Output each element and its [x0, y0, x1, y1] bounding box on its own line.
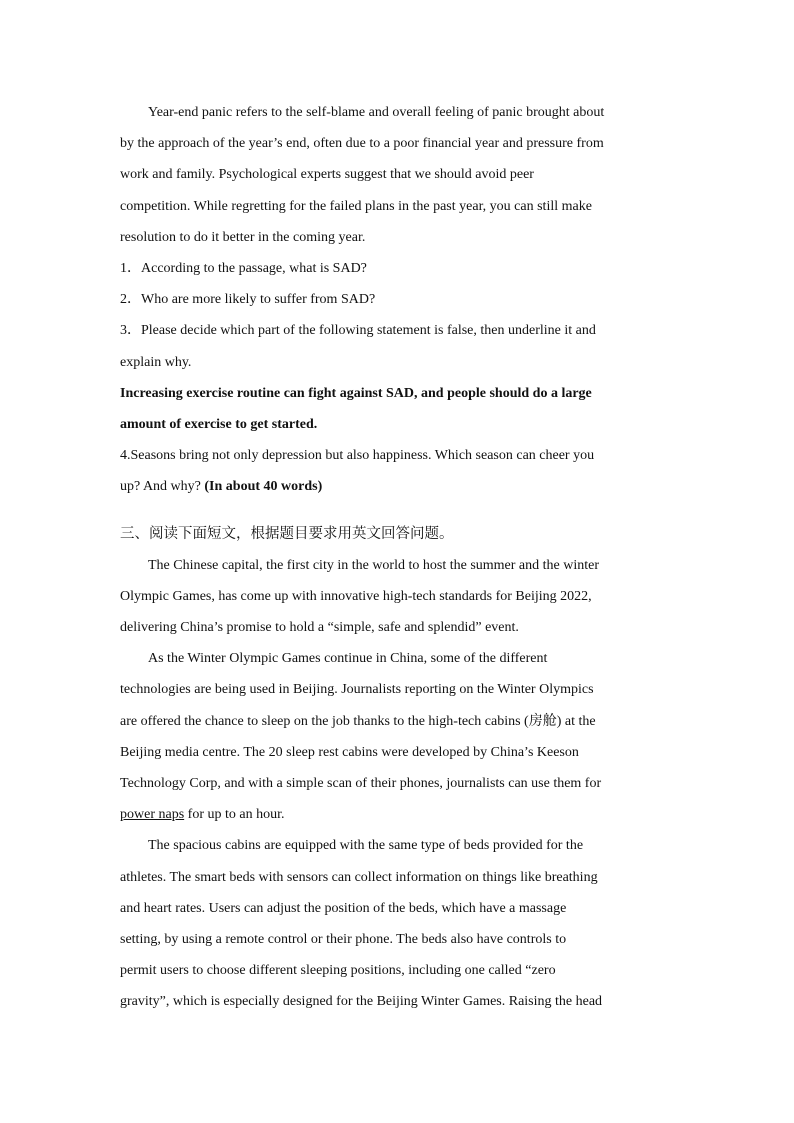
text-fragment: for up to an hour.	[184, 807, 285, 823]
question-3: 3．Please decide which part of the following statement is false, then underline it and	[120, 323, 596, 339]
underlined-phrase: power naps	[120, 807, 185, 823]
text-line: Olympic Games, has come up with innovative high-tech standards for Beijing 2022,	[120, 588, 592, 604]
text-line: The Chinese capital, the first city in the world to host the summer and the winter	[148, 557, 600, 573]
text-line: Beijing media centre. The 20 sleep rest cabins were developed by China’s Keeson	[120, 744, 579, 760]
text-line: are offered the chance to sleep on the job thanks to the high-tech cabins (房舱) at the	[120, 713, 596, 729]
question-1: 1．According to the passage, what is SAD?	[120, 261, 367, 277]
text-line: As the Winter Olympic Games continue in China, some of the different	[148, 651, 548, 667]
question-4-continued	[120, 471, 672, 502]
passage-year-end-panic	[120, 97, 672, 253]
section-title: 三、阅读下面短文，根据题目要求用英文回答问题。	[120, 525, 454, 542]
text-line: by the approach of the year’s end, often due to a poor financial year and pressure from	[120, 136, 604, 152]
text-line: technologies are being used in Beijing. Journalists reporting on the Winter Olympics	[120, 682, 594, 698]
text-line: gravity”, which is especially designed for the Beijing Winter Games. Raising the head	[120, 994, 603, 1010]
text-line: work and family. Psychological experts suggest that we should avoid peer	[120, 167, 534, 183]
word-limit-note: (In about 40 words)	[204, 479, 323, 495]
document-page	[120, 97, 672, 1018]
passage-winter-olympics	[120, 550, 672, 1018]
question-4: 4.Seasons bring not only depression but also happiness. Which season can cheer you	[120, 448, 595, 464]
text-line: and heart rates. Users can adjust the position of the beds, which have a massage	[120, 900, 567, 916]
text-line: permit users to choose different sleeping positions, including one called “zero	[120, 963, 556, 979]
question-3-statement: Increasing exercise routine can fight against SAD, and people should do a large	[120, 385, 592, 401]
text-line: The spacious cabins are equipped with the same type of beds provided for the	[148, 838, 584, 854]
text-line	[120, 799, 672, 830]
text-line: athletes. The smart beds with sensors can collect information on things like breathing	[120, 869, 598, 885]
question-4-text: up? And why?	[120, 479, 205, 495]
question-2: 2．Who are more likely to suffer from SAD?	[120, 292, 376, 308]
text-line: delivering China’s promise to hold a “simple, safe and splendid” event.	[120, 620, 519, 636]
text-line: setting, by using a remote control or their phone. The beds also have controls to	[120, 932, 567, 948]
text-line: resolution to do it better in the coming year.	[120, 229, 366, 245]
question-3-continued: explain why.	[120, 354, 192, 370]
question-3-statement-continued: amount of exercise to get started.	[120, 417, 318, 433]
text-line: competition. While regretting for the failed plans in the past year, you can still make	[120, 198, 592, 214]
question-list	[120, 253, 672, 503]
text-line: Technology Corp, and with a simple scan of their phones, journalists can use them for	[120, 776, 602, 792]
text-line: Year-end panic refers to the self-blame and overall feeling of panic brought about	[148, 105, 605, 120]
